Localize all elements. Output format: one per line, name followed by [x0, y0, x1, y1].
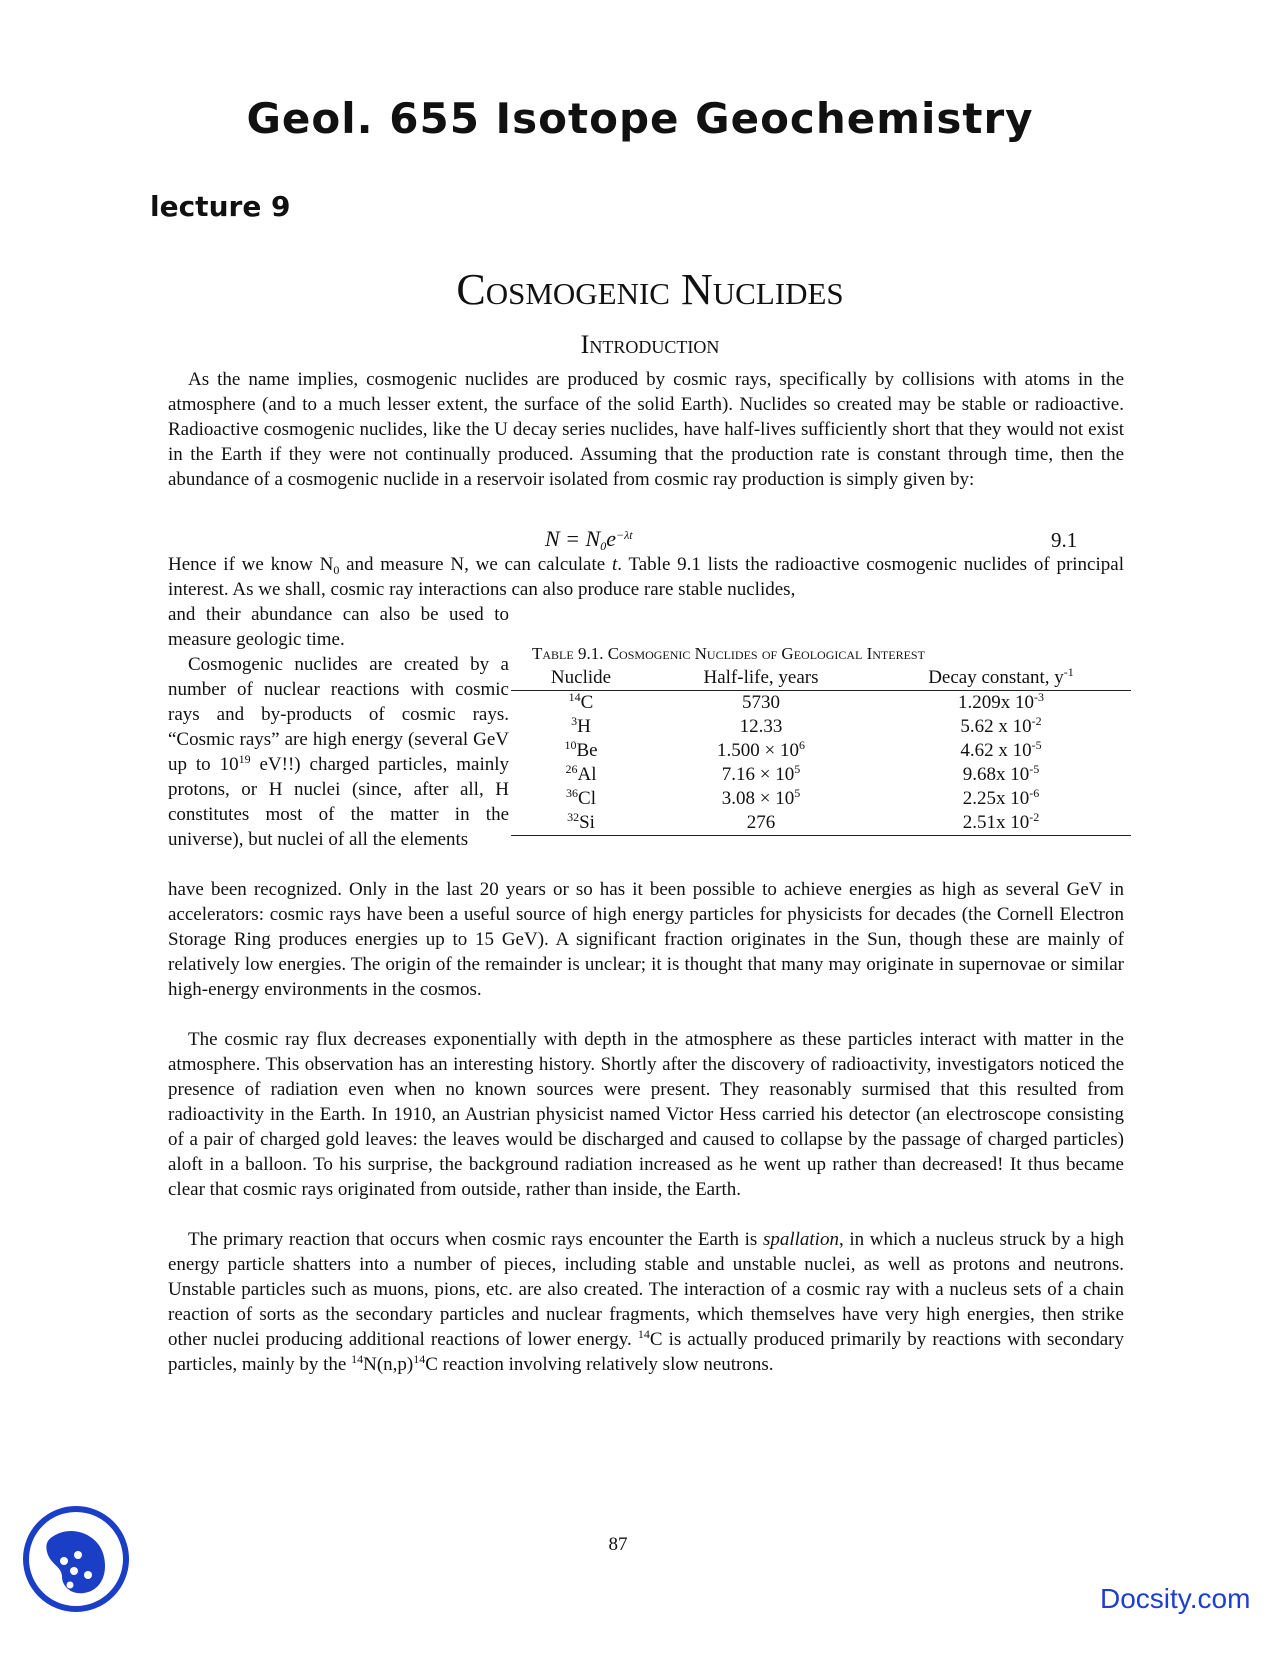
lecture-label: lecture 9 — [150, 190, 291, 223]
half-life-value: 276 — [746, 812, 776, 833]
element-symbol: Si — [579, 812, 595, 833]
paragraph-cosmic-ray-flux: The cosmic ray flux decreases exponentially with depth in the atmosphere as these particles interact with matter in the atmosphere. This observation has an interesting history. Shortly after the discovery of radioactivity, investigators noticed the presence of radiation even when no known sources were present. They reasonably surmised that this resulted from radioactivity in the Earth. In 1910, an Austrian physicist named Victor Hess carried his detector (an electroscope consisting of a pair of charged gold leaves: the leaves would be discharged and caused to collapse by the passage of charged particles) aloft in a balloon. To his surprise, the background radiation increased as he went up rather than decreased! It thus became clear that cosmic rays originated from outside, rather than inside, the Earth. — [168, 1029, 1124, 1200]
mass-number: 3 — [571, 714, 578, 728]
element-symbol: Be — [576, 740, 598, 761]
paragraph-hence — [168, 552, 1124, 602]
superscript: 14 — [413, 1352, 426, 1366]
cell-nuclide — [511, 787, 651, 811]
table-row — [511, 811, 1131, 836]
logo-dot — [70, 1567, 78, 1575]
text-run: and measure N, we can calculate — [339, 554, 612, 575]
cell-half-life — [651, 739, 871, 763]
half-life-value: 1.500 × 10 — [717, 740, 799, 761]
decay-exponent: -6 — [1029, 786, 1040, 800]
nuclide-table — [511, 666, 1131, 836]
text-run: The primary reaction that occurs when cosmic rays encounter the Earth is — [188, 1229, 763, 1250]
decay-exponent: -2 — [1029, 810, 1040, 824]
decay-exponent: -5 — [1029, 762, 1040, 776]
column-header-half-life: Half-life, years — [651, 666, 871, 691]
decay-value: 2.25x 10 — [962, 788, 1030, 809]
table-row — [511, 715, 1131, 739]
cell-half-life — [651, 763, 871, 787]
italic-t: t — [611, 554, 618, 575]
element-symbol: Al — [577, 764, 597, 785]
mass-number: 32 — [567, 810, 580, 824]
cell-decay-constant — [871, 691, 1131, 716]
table-caption: Table 9.1. Cosmogenic Nuclides of Geological Interest — [532, 644, 925, 663]
element-symbol: C — [580, 692, 594, 713]
column-header-nuclide: Nuclide — [511, 666, 651, 691]
cell-decay-constant — [871, 739, 1131, 763]
text-run: . Table 9.1 lists the radioactive cosmogenic nuclides of principal interest. As we shall, cosmic ray interactions can also produce rare stable nuclides, — [168, 554, 1124, 600]
superscript: 14 — [351, 1352, 364, 1366]
text-run: Cosmogenic nuclides are created by a number of nuclear reactions with cosmic rays and by-products of cosmic rays. “Cosmic rays” are high energy (several GeV up to 10 — [168, 654, 509, 775]
paragraph-intro: As the name implies, cosmogenic nuclides are produced by cosmic rays, specifically by collisions with atoms in the atmosphere (and to a much lesser extent, the surface of the solid Earth). Nuclides so created may be stable or radioactive. Radioactive cosmogenic nuclides, like the U decay series nuclides, have half-lives sufficiently short that they would not exist in the Earth if they were not continually produced. Assuming that the production rate is constant through time, then the abundance of a cosmogenic nuclide in a reservoir isolated from cosmic ray production is simply given by: — [168, 369, 1124, 490]
logo-dot — [84, 1571, 92, 1579]
cell-decay-constant — [871, 787, 1131, 811]
decay-value: 9.68x 10 — [962, 764, 1030, 785]
subscript: 0 — [333, 563, 340, 577]
text-run: , in which a nucleus struck by a high energy particle shatters into a number of pieces, including stable and unstable nuclei, as well as protons and neutrons. Unstable particles such as muons, pions, etc. are also created. The interaction of a cosmic ray with a nucleus sets of a chain reaction of sorts as the secondary particles and nuclear fragments, which themselves have very high energies, then strike other nuclei producing additional reactions of lower energy. — [168, 1229, 1124, 1350]
table-row — [511, 739, 1131, 763]
page-number: 87 — [608, 1534, 628, 1555]
superscript: 14 — [637, 1327, 650, 1341]
docsity-brand-link[interactable]: Docsity.com — [1100, 1583, 1251, 1614]
cell-nuclide — [511, 811, 651, 836]
element-symbol: H — [577, 716, 591, 737]
cell-half-life — [651, 811, 871, 836]
text-run: C is actually produced primarily by reactions with secondary particles, mainly by the — [168, 1329, 1124, 1375]
half-life-value: 5730 — [742, 692, 780, 713]
cell-nuclide — [511, 763, 651, 787]
mass-number: 36 — [566, 786, 579, 800]
decay-exponent: -3 — [1034, 690, 1044, 704]
cell-decay-constant — [871, 763, 1131, 787]
docsity-logo-icon[interactable] — [22, 1505, 130, 1613]
text-run: eV!!) charged particles, mainly protons, or H nuclei (since, after all, H constitutes most of the matter in the universe), but nuclei of all the elements — [168, 754, 510, 850]
half-life-value: 7.16 × 10 — [721, 764, 795, 785]
decay-value: 4.62 x 10 — [960, 740, 1032, 761]
section-title: Cosmogenic Nuclides — [456, 265, 844, 314]
half-life-value: 12.33 — [739, 716, 783, 737]
half-life-exponent: 6 — [798, 738, 805, 752]
decay-exponent: -2 — [1031, 714, 1042, 728]
mass-number: 14 — [568, 690, 581, 704]
course-title: Geol. 655 Isotope Geochemistry — [246, 94, 1034, 143]
paragraph-cosmic-rays — [168, 652, 509, 852]
equation-exponent: −λt — [615, 528, 633, 542]
mass-number: 26 — [565, 762, 578, 776]
equation — [545, 526, 633, 552]
table-header-row — [511, 666, 1131, 691]
italic-spallation: spallation — [762, 1229, 839, 1250]
equation-base: e — [606, 526, 616, 551]
half-life-value: 3.08 × 10 — [721, 788, 795, 809]
paragraph-hence-continued: and their abundance can also be used to measure geologic time. — [168, 604, 509, 650]
cell-half-life — [651, 715, 871, 739]
cell-half-life — [651, 691, 871, 716]
equation-subscript: 0 — [600, 539, 607, 553]
equation-number: 9.1 — [1051, 528, 1078, 552]
cell-decay-constant — [871, 811, 1131, 836]
decay-value: 2.51x 10 — [962, 812, 1030, 833]
table-row — [511, 787, 1131, 811]
cell-nuclide — [511, 691, 651, 716]
header-text: Decay constant, y — [928, 667, 1064, 688]
text-run: N(n,p) — [363, 1354, 414, 1375]
cell-decay-constant — [871, 715, 1131, 739]
half-life-exponent: 5 — [794, 786, 801, 800]
table-row — [511, 691, 1131, 716]
header-superscript: -1 — [1063, 665, 1074, 679]
decay-value: 5.62 x 10 — [960, 716, 1032, 737]
decay-exponent: -5 — [1031, 738, 1042, 752]
equation-lhs: N = N — [545, 526, 601, 551]
cell-nuclide — [511, 715, 651, 739]
text-run: Hence if we know N — [168, 554, 334, 575]
logo-dot — [60, 1557, 68, 1565]
cell-nuclide — [511, 739, 651, 763]
element-symbol: Cl — [578, 788, 596, 809]
text-run: C reaction involving relatively slow neutrons. — [425, 1354, 774, 1375]
superscript: 19 — [238, 752, 251, 766]
half-life-exponent: 5 — [794, 762, 801, 776]
logo-dot — [67, 1582, 74, 1589]
table-row — [511, 763, 1131, 787]
logo-dot — [74, 1551, 82, 1559]
decay-value: 1.209x 10 — [958, 692, 1034, 713]
paragraph-spallation — [168, 1227, 1124, 1377]
section-subtitle: Introduction — [580, 330, 720, 359]
mass-number: 10 — [564, 738, 577, 752]
column-header-decay-constant — [871, 666, 1131, 691]
paragraph-cosmic-rays-continued: have been recognized. Only in the last 20 years or so has it been possible to achieve energies as high as several GeV in accelerators: cosmic rays have been a useful source of high energy particles for physicists for decades (the Cornell Electron Storage Ring produces energies up to 15 GeV). A significant fraction originates in the Sun, though these are mainly of relatively low energies. The origin of the remainder is unclear; it is thought that many may originate in supernovae or similar high-energy environments in the cosmos. — [168, 879, 1124, 1000]
cell-half-life — [651, 787, 871, 811]
